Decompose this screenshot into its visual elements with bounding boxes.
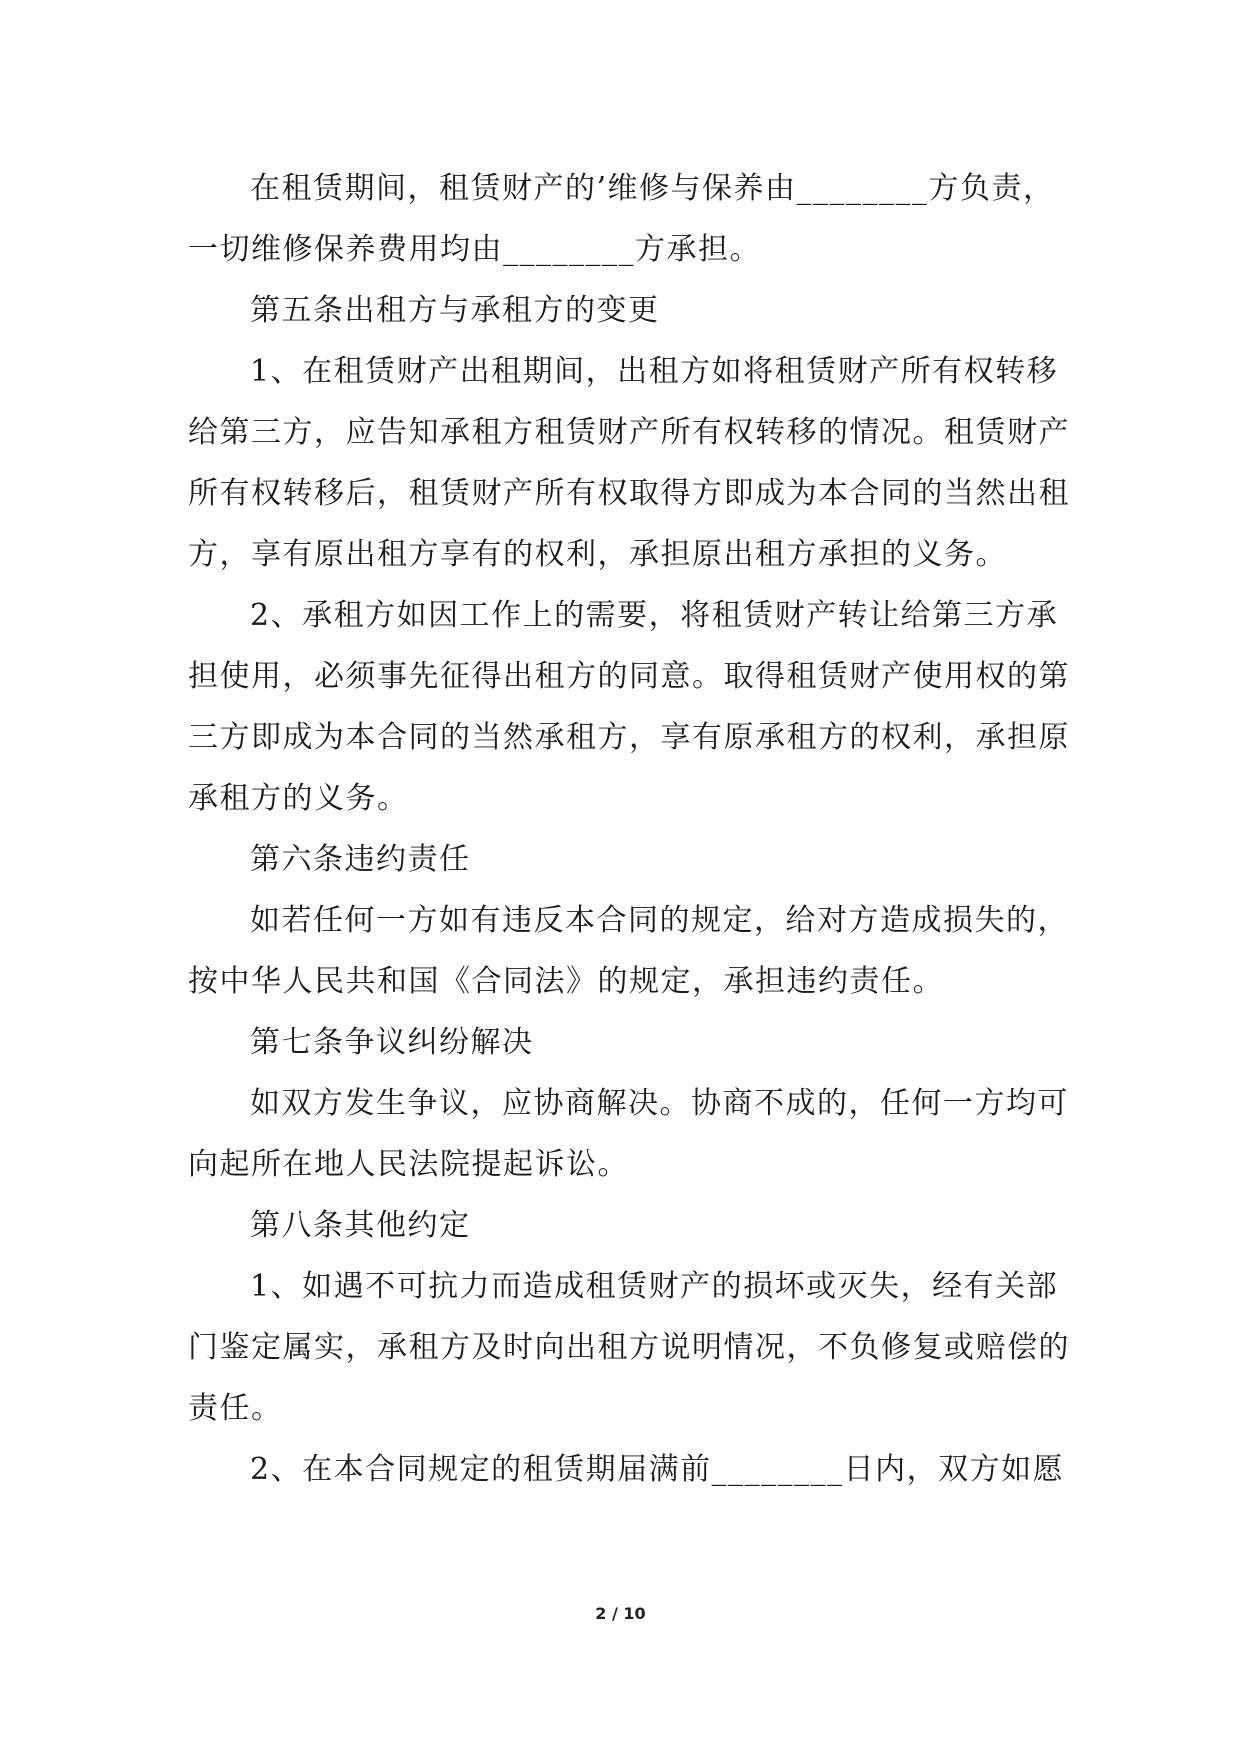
paragraph-line: 按中华人民共和国《合同法》的规定，承担违约责任。 <box>188 964 944 999</box>
paragraph-line: 门鉴定属实，承租方及时向出租方说明情况，不负修复或赔偿的 <box>188 1330 1070 1365</box>
section-heading: 第七条争议纠纷解决 <box>250 1025 534 1060</box>
paragraph-line: 1、如遇不可抗力而造成租赁财产的损坏或灭失，经有关部 <box>250 1269 1059 1304</box>
paragraph-line: 给第三方，应告知承租方租赁财产所有权转移的情况。租赁财产 <box>188 415 1070 450</box>
section-heading: 第五条出租方与承租方的变更 <box>250 293 660 328</box>
paragraph-line: 2、承租方如因工作上的需要，将租赁财产转让给第三方承 <box>250 598 1059 633</box>
paragraph-line: 向起所在地人民法院提起诉讼。 <box>188 1147 629 1182</box>
paragraph-line: 如若任何一方如有违反本合同的规定，给对方造成损失的， <box>250 903 1069 938</box>
document-body <box>188 158 1070 1500</box>
paragraph-line: 如双方发生争议，应协商解决。协商不成的，任何一方均可 <box>250 1086 1069 1121</box>
paragraph-line: 所有权转移后，租赁财产所有权取得方即成为本合同的当然出租 <box>188 476 1070 511</box>
paragraph-line: 担使用，必须事先征得出租方的同意。取得租赁财产使用权的第 <box>188 659 1070 694</box>
section-heading: 第六条违约责任 <box>250 842 471 877</box>
paragraph-line: 在租赁期间，租赁财产的’维修与保养由________方负责， <box>250 171 1055 206</box>
paragraph-line: 1、在租赁财产出租期间，出租方如将租赁财产所有权转移 <box>250 354 1059 389</box>
paragraph-line: 2、在本合同规定的租赁期届满前________日内，双方如愿 <box>250 1452 1065 1487</box>
section-heading: 第八条其他约定 <box>250 1208 471 1243</box>
paragraph-line: 方，享有原出租方享有的权利，承担原出租方承担的义务。 <box>188 537 1007 572</box>
paragraph-line: 一切维修保养费用均由________方承担。 <box>188 232 761 267</box>
paragraph-line: 责任。 <box>188 1391 283 1426</box>
paragraph-line: 三方即成为本合同的当然承租方，享有原承租方的权利，承担原 <box>188 720 1070 755</box>
paragraph-line: 承租方的义务。 <box>188 781 409 816</box>
page-number: 2 / 10 <box>595 1604 646 1623</box>
